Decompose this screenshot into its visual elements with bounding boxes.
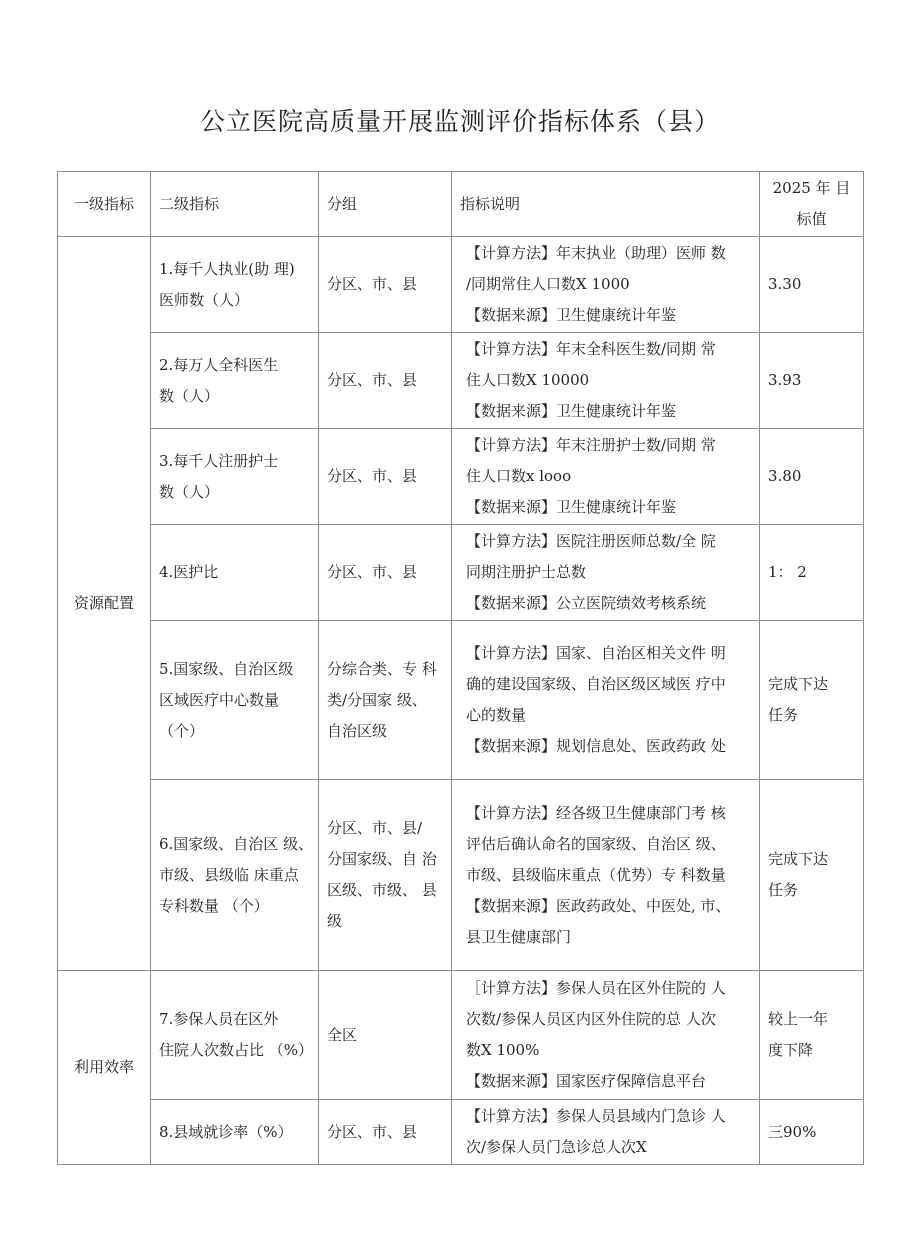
table-row [58,1100,864,1165]
description-line: 评估后确认命名的国家级、自治区 级、 [466,834,726,853]
group-line: 分区、市、县 [327,275,418,293]
description-line: 【计算方法】参保人员县域内门急诊 人 [466,1107,726,1125]
description-line: 【数据来源】国家医疗保障信息平台 [466,1072,707,1090]
description-line: 同期注册护士总数 [466,563,587,581]
description-cell [452,237,760,333]
target-value-line: 3.80 [768,467,802,485]
group-cell [319,429,452,525]
description-line: 【计算方法】经各级卫生健康部门考 核 [466,803,726,822]
indicator-name [151,1100,319,1165]
group-line: 分区、市、县 [327,1122,418,1141]
target-value [760,1100,864,1165]
target-value-line: 完成下达 [768,850,829,868]
target-value [760,237,864,333]
description-line: 次/参保人员门急诊总人次X [466,1138,647,1156]
indicator-name-line: 7.参保人员在区外 [159,1010,279,1028]
description-cell [452,1100,760,1165]
group-cell [319,971,452,1100]
description-line: 【数据来源】医政药政处、中医处, 市、 [466,896,731,915]
group-line: 区级、市级、 县 [327,881,437,899]
group-line: 自治区级 [327,721,388,740]
description-line: 心的数量 [466,706,527,724]
indicator-name-line: 医师数（人） [159,290,250,309]
header-level2: 二级指标 [151,172,319,237]
indicator-name-line: 住院人次数占比 （%） [159,1041,314,1059]
target-value-line: 较上一年 [768,1010,829,1028]
group-line: 分国家级、自 治 [327,850,437,868]
description-line: 市级、县级临床重点（优势）专 科数量 [466,865,726,884]
table-row [58,621,864,780]
group-line: 分综合类、专 科 [327,659,437,678]
target-value-line: 3.30 [768,275,802,293]
indicator-name-line: 1.每千人执业(助 理) [159,259,295,278]
description-cell [452,429,760,525]
indicator-name-line: 3.每千人注册护士 [159,451,279,470]
group-cell [319,621,452,780]
table-row [58,971,864,1100]
indicator-name [151,780,319,971]
indicator-name [151,237,319,333]
description-line: 【计算方法】年末执业（助理）医师 数 [466,244,726,262]
target-value [760,333,864,429]
page-title: 公立医院高质量开展监测评价指标体系（县） [199,107,720,136]
indicator-name-line: 8.县域就诊率（%） [159,1122,293,1141]
target-value-line: 任务 [768,881,799,899]
header-description: 指标说明 [452,172,760,237]
description-line: 【数据来源】卫生健康统计年鉴 [466,402,677,420]
description-cell [452,621,760,780]
description-line: 【数据来源】规划信息处、医政药政 处 [466,737,726,755]
indicator-name-line: 数（人） [159,386,220,405]
description-cell [452,333,760,429]
target-value-line: 完成下达 [768,675,829,693]
indicator-name [151,621,319,780]
table-row [58,429,864,525]
target-value-line: 三90% [768,1122,817,1141]
header-group: 分组 [319,172,452,237]
indicator-name-line: 市级、县级临 床重点 [159,865,299,884]
indicator-name-line: 6.国家级、自治区 级、 [159,834,314,853]
description-line: 【计算方法】国家、自治区相关文件 明 [466,644,726,662]
group-cell [319,525,452,621]
description-line: ［计算方法】参保人员在区外住院的 人 [466,979,726,997]
target-value [760,525,864,621]
description-line: 确的建设国家级、自治区级区域医 疗中 [466,675,726,693]
group-cell [319,1100,452,1165]
indicator-name-line: 专科数量 （个） [159,896,269,915]
target-value [760,429,864,525]
header-target [760,172,864,237]
indicator-name-line: （个） [159,721,205,740]
table-row [58,237,864,333]
group-cell [319,333,452,429]
description-cell [452,971,760,1100]
description-line: 住人口数X 10000 [466,371,590,389]
target-value [760,971,864,1100]
indicator-name [151,333,319,429]
group-line: 分区、市、县 [327,371,418,389]
group-line: 级 [327,912,343,930]
group-line: 分区、市、县 [327,563,418,581]
description-line: 【计算方法】年末全科医生数/同期 常 [466,340,716,358]
target-value-line: 3.93 [768,371,802,389]
group-line: 类/分国家 级、 [327,690,427,709]
target-value-line: 度下降 [768,1041,814,1059]
description-line: 住人口数x looo [466,467,572,485]
table-row [58,333,864,429]
indicator-name-line: 2.每万人全科医生 [159,355,279,374]
section-label: 资源配置 [58,237,151,971]
indicator-name-line: 5.国家级、自治区级 [159,659,294,678]
description-line: 次数/参保人员区内区外住院的总 人次 [466,1010,716,1028]
table-header-row [58,172,864,237]
description-line: 【数据来源】卫生健康统计年鉴 [466,498,677,516]
indicator-name [151,429,319,525]
table-row [58,525,864,621]
group-cell [319,780,452,971]
description-line: 数X 100% [466,1041,540,1059]
description-line: /同期常住人口数X 1000 [466,275,630,293]
section-label: 利用效率 [58,971,151,1165]
target-value-line: 1： 2 [768,563,807,581]
indicator-name-line: 区域医疗中心数量 [159,690,280,709]
header-level1: 一级指标 [58,172,151,237]
description-line: 【计算方法】医院注册医师总数/全 院 [466,532,716,550]
description-cell [452,780,760,971]
description-cell [452,525,760,621]
description-line: 县卫生健康部门 [466,927,572,946]
table-row [58,780,864,971]
description-line: 【数据来源】公立医院绩效考核系统 [466,594,707,612]
group-line: 分区、市、县 [327,467,418,485]
indicator-name-line: 数（人） [159,482,220,501]
indicator-name [151,971,319,1100]
group-line: 分区、市、县/ [327,819,423,837]
header-target-line: 2025 年 目 [772,179,851,197]
group-cell [319,237,452,333]
description-line: 【数据来源】卫生健康统计年鉴 [466,306,677,324]
indicator-name [151,525,319,621]
group-line: 全区 [327,1025,358,1044]
target-value [760,780,864,971]
target-value [760,621,864,780]
description-line: 【计算方法】年末注册护士数/同期 常 [466,436,716,454]
header-target-line: 标值 [796,210,827,228]
target-value-line: 任务 [768,706,799,724]
indicator-name-line: 4.医护比 [159,563,219,581]
indicator-table [57,171,864,1165]
